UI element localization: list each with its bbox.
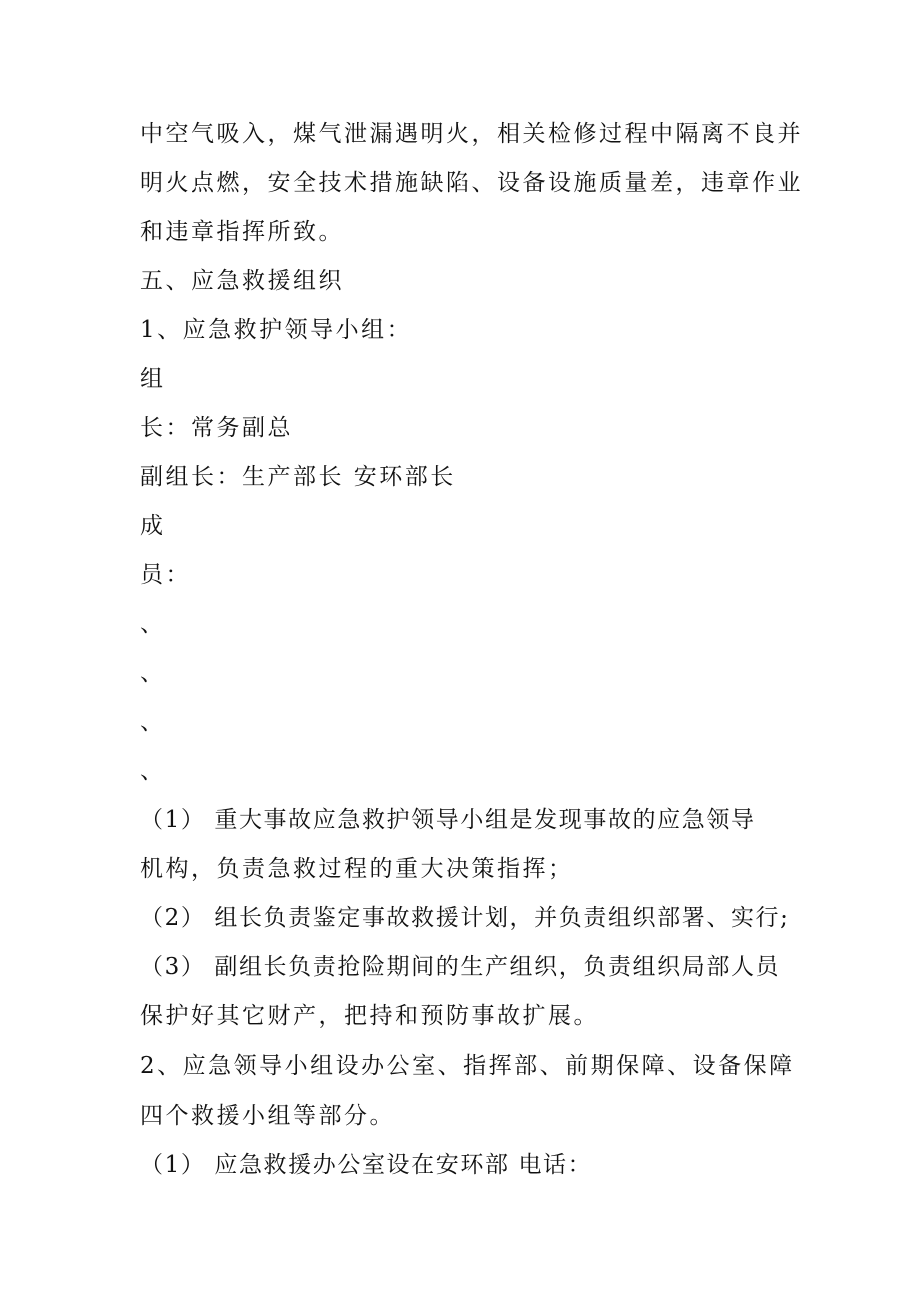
member-separator-2: 、 (140, 660, 166, 686)
subsection-heading: 1、应急救护领导小组： (140, 317, 413, 343)
section-heading: 五、应急救援组织 (140, 268, 344, 294)
paragraph-line-1: 中空气吸入，煤气泄漏遇明火，相关检修过程中隔离不良并 (140, 121, 803, 147)
list-item-1-line-1: （1） 重大事故应急救护领导小组是发现事故的应急领导 (140, 807, 756, 833)
leader-label-part-2: 长：常务副总 (140, 415, 293, 441)
paragraph-line-2: 明火点燃，安全技术措施缺陷、设备设施质量差，违章作业 (140, 170, 803, 196)
subsection-2-line-2: 四个救援小组等部分。 (140, 1103, 395, 1129)
list-item-1-line-2: 机构，负责急救过程的重大决策指挥； (140, 856, 574, 882)
members-label-part-2: 员： (140, 562, 191, 588)
paragraph-line-3: 和违章指挥所致。 (140, 219, 344, 245)
members-label-part-1: 成 (140, 513, 166, 539)
list-item-3-line-2: 保护好其它财产，把持和预防事故扩展。 (140, 1003, 599, 1029)
leader-label-part-1: 组 (140, 366, 166, 392)
member-separator-3: 、 (140, 709, 166, 735)
sub-item-1: （1） 应急救援办公室设在安环部 电话： (140, 1152, 593, 1178)
member-separator-4: 、 (140, 758, 166, 784)
list-item-2: （2） 组长负责鉴定事故救援计划，并负责组织部署、实行; (140, 905, 790, 931)
deputy-leader-line: 副组长：生产部长 安环部长 (140, 464, 456, 490)
subsection-2-line-1: 2、应急领导小组设办公室、指挥部、前期保障、设备保障 (140, 1053, 795, 1079)
document-body (140, 110, 803, 1189)
list-item-3-line-1: （3） 副组长负责抢险期间的生产组织，负责组织局部人员 (140, 954, 781, 980)
member-separator-1: 、 (140, 611, 166, 637)
